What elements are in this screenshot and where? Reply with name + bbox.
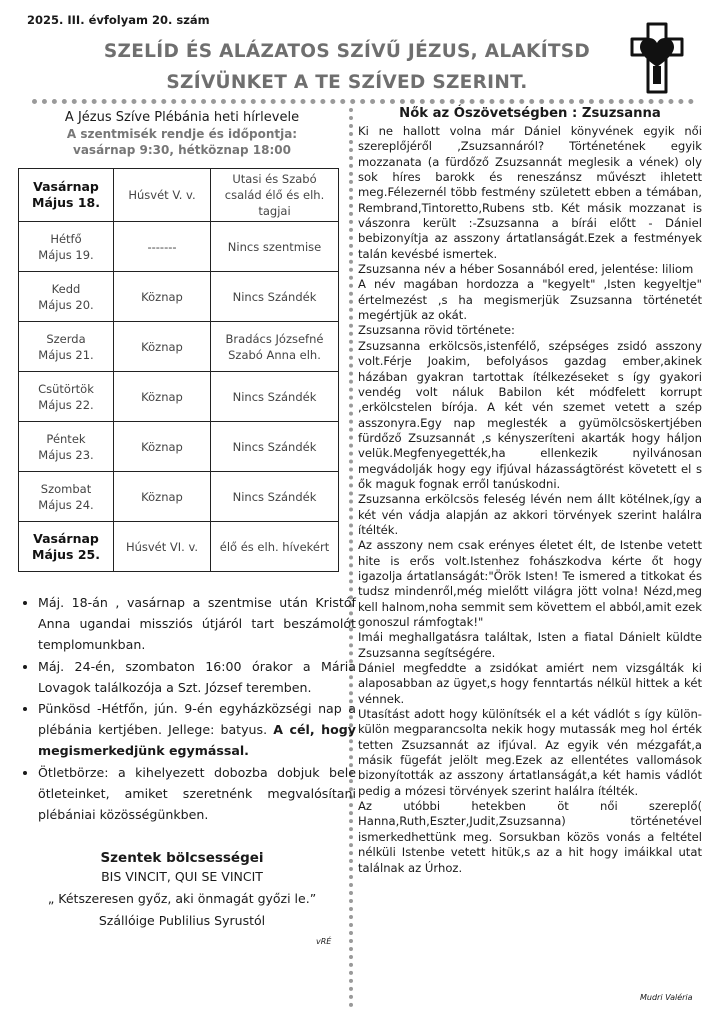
schedule-row <box>19 272 339 322</box>
mass-schedule-table <box>18 168 339 572</box>
announcement-text: Ötletbörze: a kihelyezett dobozba dobjuk bele ötleteinket, amiket szeretnénk megvalósítani plébániai közösségünkben. <box>38 764 356 823</box>
left-column <box>14 108 350 158</box>
schedule-row <box>19 472 339 522</box>
article-paragraph: Az utóbbi hetekben öt női szereplő( Hanna,Ruth,Eszter,Judit,Zsuzsanna) történetével ismerkedhettünk meg. Sorsukban közös vonás a feltétel nélküli Istenbe vetett hitük,s az a hit hogy imáikkal utat találnak az Úrhoz. <box>358 799 702 875</box>
schedule-intention: Nincs Szándék <box>211 472 339 522</box>
signature-left: vRÉ <box>316 937 332 946</box>
schedule-feast: ------- <box>114 222 211 272</box>
article-paragraph: Zsuzsanna rövid története: <box>358 323 515 338</box>
cross-with-heart-icon <box>628 21 686 95</box>
schedule-intention: Bradács Józsefné Szabó Anna elh. <box>211 322 339 372</box>
announcement-item <box>38 592 356 656</box>
schedule-row <box>19 222 339 272</box>
announcement-text: Máj. 18-án , vasárnap a szentmise után Kristóf Anna ugandai missziós útjáról tart beszámolót templomunkban. <box>38 595 356 653</box>
schedule-day-cell <box>19 222 114 272</box>
schedule-date: Május 24. <box>38 497 94 512</box>
announcements-list <box>18 592 356 825</box>
schedule-intention: Nincs Szándék <box>211 422 339 472</box>
schedule-feast: Köznap <box>114 422 211 472</box>
headline-line-1: SZELÍD ÉS ALÁZATOS SZÍVŰ JÉZUS, ALAKÍTSD <box>103 41 591 62</box>
headline-line-2: SZÍVÜNKET A TE SZÍVED SZERINT. <box>166 72 528 93</box>
schedule-day-cell <box>19 169 114 222</box>
announcement-text: Máj. 24-én, szombaton 16:00 órakor a Mária Lovagok találkozója a Szt. József teremben. <box>38 658 356 695</box>
schedule-intention: Nincs szentmise <box>211 222 339 272</box>
schedule-row <box>19 422 339 472</box>
schedule-date: Május 22. <box>38 397 94 412</box>
schedule-date: Május 19. <box>38 247 94 262</box>
wisdom-section <box>14 850 350 932</box>
article-paragraph: Zsuzsanna erkölcsös feleség lévén nem állt kötélnek,így a két vén vádja alapján az akkori törvények szerint halálra ítélték. <box>358 492 702 537</box>
article-author: Mudri Valéria <box>640 993 693 1002</box>
article-paragraph: Utasítást adott hogy különítsék el a két vádlót s így külön-külön megparancsolta nekik hogy mutassák meg hol érték tetten Zsuzsannát az ifjúval. Az egyik vén mézgafát,a másik fügefát jelölt meg.Ezek az ellentétes vallomások bizonyították az asszony ártatlanságát,a két hamis vádlót pedig a mózesi törvények szerint halálra ítélték. <box>358 707 702 798</box>
article-paragraph: Zsuzsanna erkölcsös,istenfélő, szépséges zsidó asszony volt.Férje Joakim, befolyásos gazdag ember,akinek házában gyakran tartottak ítélkezéseket s így gyakori vendég volt náluk Babilon két módfelett korrupt ,erkölcstelen bírója. A két vén szemet vetett a szép asszonyra.Egy nap meglesték a gyümölcsöskertjében fürdőző Zsuzsannát ,s kényszeríteni akarták hogy háljon velük.Megfenyegették,ha ellenkezik nyilvánosan megvádolják hogy egy ifjúval házasságtörést követett el s ők maguk fognak erről tanúskodni. <box>358 338 702 491</box>
article-paragraph: Ki ne hallott volna már Dániel könyvének egyik női szereplőjéről ‚Zsuzsannáról? Történetének egyik mozzanata (a fürdőző Zsuzsannát meglesik a vének) oly sok híres barokk és reneszánsz művészt ihletett meg.Félezernél több festmény született ebben a témában, Rembrand,Tintoretto,Rubens stb. Két másik mozzanat is vászonra került :-Zsuzsanna a bírái előtt - Dániel bebizonyítja az asszony ártatlanságát.Ezek a festmények talán kevésbé ismertek. <box>358 124 702 261</box>
schedule-day-cell <box>19 322 114 372</box>
article-paragraph: Az asszony nem csak erényes életet élt, de Istenbe vetett hite is erős volt.Istenhez fohászkodva kérte őt hogy igazolja ártatlanságát:"Örök Isten! Te ismered a titkokat és tudsz mindenről,még mielőtt világra jött volna! Nézd,meg kell halnom,noha semmit sem követtem el abból,amit ezek gonoszul rámfogtak!" <box>358 538 702 629</box>
article-paragraph: Dániel megfeddte a zsidókat amiért nem vizsgálták ki alaposabban az ügyet,s hogy fenntartás nélkül hittek a két vénnek. <box>358 661 702 706</box>
mass-title-line: A szentmisék rendje és időpontja: <box>66 127 298 141</box>
wisdom-latin: BIS VINCIT, QUI SE VINCIT <box>101 869 263 884</box>
article-paragraph: Imái meghallgatásra találtak, Isten a fiatal Dánielt küldte Zsuzsanna segítségére. <box>358 630 702 660</box>
schedule-intention: élő és elh. hívekért <box>211 522 339 572</box>
schedule-date: Május 21. <box>38 347 94 362</box>
schedule-feast: Köznap <box>114 472 211 522</box>
announcement-item <box>38 656 356 698</box>
schedule-day: Hétfő <box>50 231 82 246</box>
schedule-day: Vasárnap <box>33 530 99 546</box>
schedule-feast: Köznap <box>114 272 211 322</box>
headline <box>72 36 622 98</box>
schedule-row <box>19 169 339 222</box>
mass-schedule-title <box>14 126 350 158</box>
wisdom-author: Szállóige Publilius Syrustól <box>98 913 266 928</box>
newsletter-title: A Jézus Szíve Plébánia heti hírlevele <box>64 110 300 125</box>
schedule-date: Május 25. <box>32 546 100 562</box>
schedule-row <box>19 322 339 372</box>
schedule-date: Május 20. <box>38 297 94 312</box>
schedule-feast: Húsvét VI. v. <box>114 522 211 572</box>
announcement-text: Pünkösd -Hétfőn, jún. 9-én egyházközségi nap a plébánia kertjében. Jellege: batyus. <box>38 701 356 738</box>
schedule-feast: Köznap <box>114 322 211 372</box>
article-paragraph: Zsuzsanna név a héber Sosannából ered, jelentése: liliom <box>358 262 694 277</box>
schedule-day: Kedd <box>51 281 81 296</box>
wisdom-hungarian: „ Kétszeresen győz, aki önmagát győzi le.” <box>47 891 317 906</box>
wisdom-title: Szentek bölcsességei <box>100 850 264 866</box>
schedule-row <box>19 372 339 422</box>
top-divider <box>32 99 694 104</box>
announcement-item <box>38 762 356 826</box>
schedule-intention: Nincs Szándék <box>211 272 339 322</box>
schedule-day-cell <box>19 522 114 572</box>
schedule-intention: Utasi és Szabó család élő és elh. tagjai <box>211 169 339 222</box>
schedule-day: Szerda <box>46 331 86 346</box>
schedule-day: Csütörtök <box>38 381 94 396</box>
schedule-date: Május 23. <box>38 447 94 462</box>
schedule-row <box>19 522 339 572</box>
article-body <box>358 124 702 876</box>
schedule-day-cell <box>19 472 114 522</box>
announcement-item <box>38 698 356 762</box>
schedule-day: Vasárnap <box>33 179 99 194</box>
mass-times-line: vasárnap 9:30, hétköznap 18:00 <box>73 143 291 157</box>
right-column <box>358 106 702 876</box>
issue-number: 2025. III. évfolyam 20. szám <box>27 13 210 27</box>
article-title: Nők az Ószövetségben : Zsuzsanna <box>399 106 661 121</box>
schedule-day-cell <box>19 272 114 322</box>
schedule-intention: Nincs Szándék <box>211 372 339 422</box>
schedule-day-cell <box>19 372 114 422</box>
article-paragraph: A név magában hordozza a "kegyelt" ,Isten kegyeltje" értelmezést ,s ha megismerjük Zsuzsanna történetét megértjük az okát. <box>358 277 702 323</box>
schedule-date: Május 18. <box>32 195 100 210</box>
schedule-day-cell <box>19 422 114 472</box>
schedule-day: Péntek <box>46 431 86 446</box>
schedule-day: Szombat <box>40 481 92 496</box>
schedule-feast: Köznap <box>114 372 211 422</box>
announcement-emphasis: A cél, hogy megismerkedjünk egymással. <box>38 722 356 759</box>
schedule-feast: Húsvét V. v. <box>114 169 211 222</box>
